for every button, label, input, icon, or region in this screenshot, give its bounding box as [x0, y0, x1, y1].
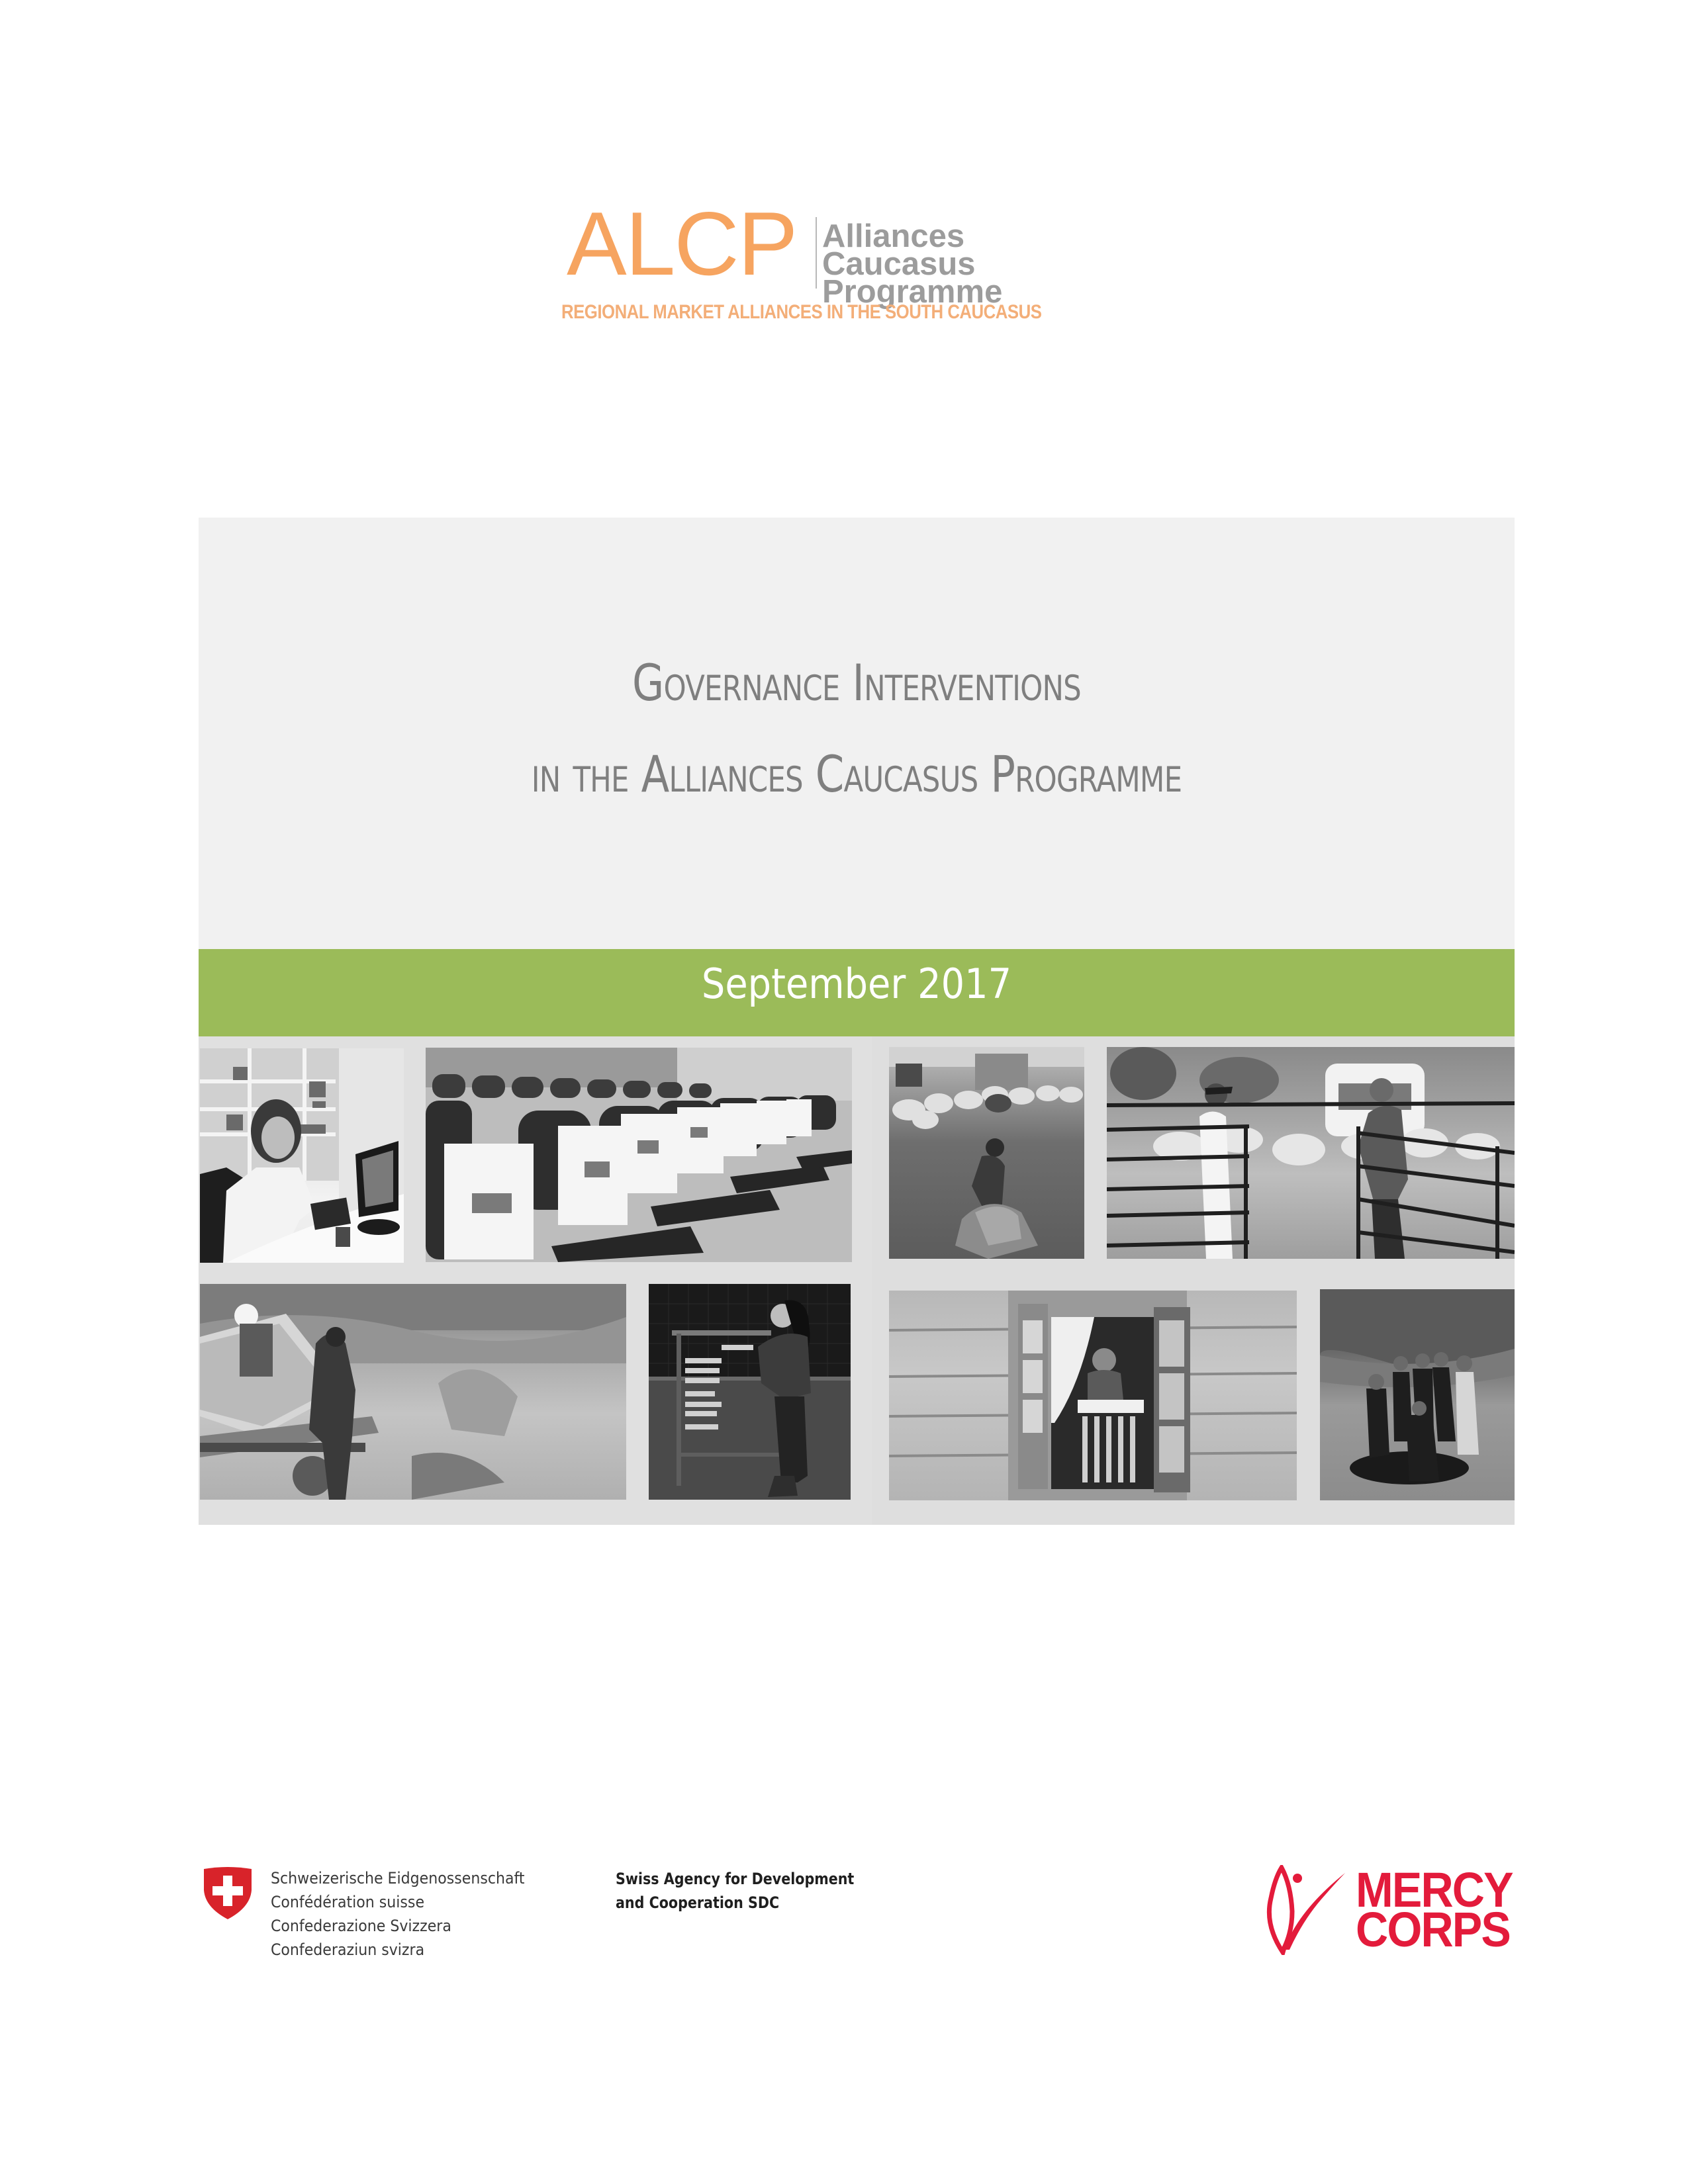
- photo-window-woman: [889, 1291, 1297, 1500]
- photo-window-woman-image: [889, 1291, 1297, 1500]
- photo-hay-bales-image: [200, 1284, 626, 1500]
- publication-date: September 2017: [701, 960, 1012, 1008]
- mercy-corps-wordmark: [1356, 1862, 1513, 1957]
- alcp-logo-name: [822, 218, 1003, 310]
- sdc-name: [616, 1867, 854, 1915]
- mercy-corps-leaf-icon: [1264, 1865, 1347, 1955]
- photo-group-hillside: [1320, 1289, 1515, 1500]
- mercy-corps-line-1: MERCY: [1356, 1862, 1513, 1917]
- photo-hay-bales: [200, 1284, 626, 1500]
- photo-girl-abacus: [649, 1284, 851, 1500]
- alcp-tagline: REGIONAL MARKET ALLIANCES IN THE SOUTH CAUCASUS: [561, 301, 1042, 323]
- date-band: [199, 949, 1515, 1036]
- alcp-name-line-1: Alliances: [822, 218, 965, 254]
- mercy-corps-line-2: CORPS: [1356, 1902, 1510, 1957]
- photo-girl-abacus-image: [649, 1284, 851, 1500]
- photo-collage: [199, 1036, 1515, 1525]
- title-box: [199, 518, 1515, 949]
- photo-woman-computer: [200, 1048, 404, 1263]
- document-title-line-2: in the Alliances Caucasus Programme: [531, 745, 1182, 803]
- swiss-confederation-text: [271, 1866, 525, 1962]
- photo-livestock-pen-image: [1107, 1047, 1515, 1259]
- alcp-logo-divider: [816, 217, 817, 289]
- swiss-name-rm: Confederaziun svizra: [271, 1940, 425, 1959]
- photo-woman-computer-image: [200, 1048, 404, 1263]
- alcp-name-line-2: Caucasus Programme: [822, 246, 1003, 310]
- photo-group-hillside-image: [1320, 1289, 1515, 1500]
- swiss-name-de: Schweizerische Eidgenossenschaft: [271, 1869, 525, 1888]
- document-title-line-1: Governance Interventions: [632, 653, 1081, 712]
- photo-sheep-shearing: [889, 1047, 1084, 1259]
- sdc-name-line-1: Swiss Agency for Development: [616, 1870, 855, 1888]
- sdc-name-line-2: and Cooperation SDC: [616, 1893, 780, 1912]
- swiss-name-it: Confederazione Svizzera: [271, 1917, 451, 1935]
- photo-sheep-shearing-image: [889, 1047, 1084, 1259]
- photo-livestock-pen: [1107, 1047, 1515, 1259]
- photo-conference-chairs-image: [426, 1048, 852, 1262]
- photo-conference-chairs: [426, 1048, 852, 1262]
- swiss-name-fr: Confédération suisse: [271, 1893, 425, 1911]
- swiss-shield-icon: [203, 1866, 253, 1919]
- alcp-logo-mark: ALCP: [567, 193, 797, 294]
